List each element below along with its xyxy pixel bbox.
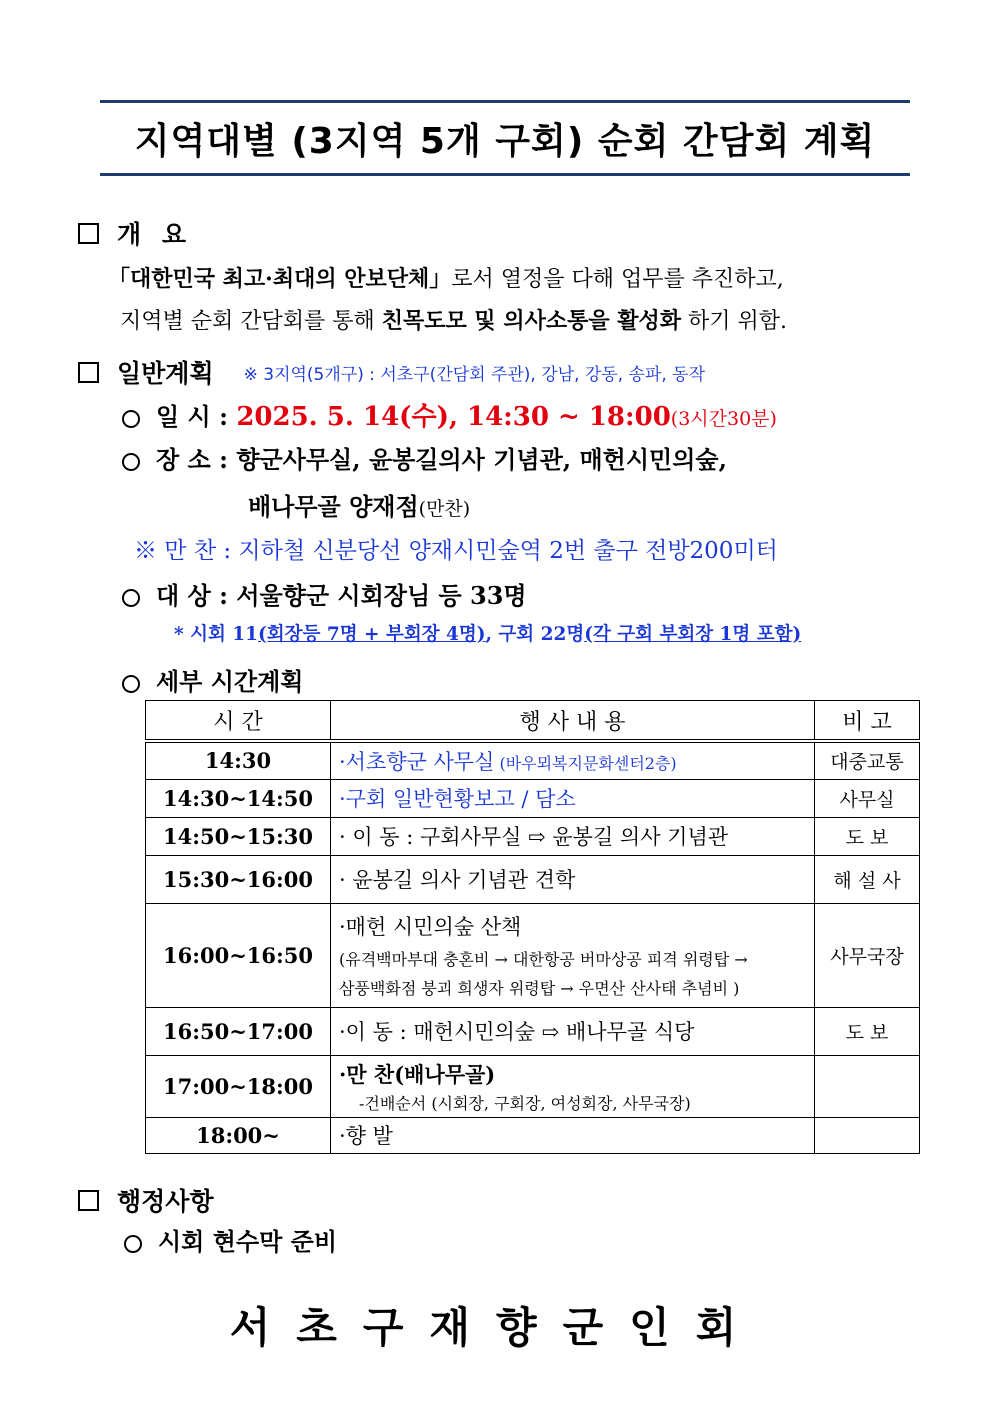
target-value: 서울향군 시회장님 등 33명 [236, 581, 527, 610]
table-row [146, 741, 920, 779]
row-note: 사무실 [815, 779, 920, 817]
place-line-2 [248, 487, 470, 522]
table-row [146, 1007, 920, 1055]
row-content: · 이 동 : 구회사무실 ⇨ 윤봉길 의사 기념관 [331, 817, 815, 855]
schedule-heading: 세부 시간계획 [156, 667, 304, 696]
overview-line-1 [108, 262, 784, 293]
row-content-main: ·매헌 시민의숲 산책 [339, 915, 522, 939]
table-row [146, 855, 920, 903]
circle-bullet-icon [122, 589, 140, 607]
row-note: 해 설 사 [815, 855, 920, 903]
row-content-main: ·서초향군 사무실 [339, 749, 495, 774]
row-content: · 윤봉길 의사 기념관 견학 [331, 855, 815, 903]
target-label: 대 상 : [156, 581, 228, 610]
row-time: 17:00~18:00 [146, 1055, 331, 1117]
admin-item-line [124, 1222, 337, 1257]
header-note: 비 고 [815, 701, 920, 742]
row-content: ·이 동 : 매헌시민의숲 ⇨ 배나무골 식당 [331, 1007, 815, 1055]
row-time: 14:30 [146, 741, 331, 779]
row-content-sub: (바우뫼복지문화센터2층) [494, 753, 677, 773]
footer-organization: 서초구재향군인회 [229, 1303, 763, 1352]
overview-line1-rest: 로서 열정을 다해 업무를 추진하고, [451, 267, 784, 292]
place-extra: (만찬) [418, 498, 471, 520]
row-time: 14:50~15:30 [146, 817, 331, 855]
header-content: 행 사 내 용 [331, 701, 815, 742]
overview-bracket: 「대한민국 최고·최대의 안보단체」 [108, 266, 452, 292]
target-line [122, 576, 527, 611]
row-note: 도 보 [815, 1007, 920, 1055]
row-note: 도 보 [815, 817, 920, 855]
table-row [146, 1055, 920, 1117]
circle-bullet-icon [124, 1235, 142, 1253]
datetime-extra: (3시간30분) [670, 408, 777, 430]
row-content [331, 741, 815, 779]
place-value-1: 향군사무실, 윤봉길의사 기념관, 매헌시민의숲, [236, 445, 727, 474]
table-row [146, 817, 920, 855]
admin-item: 시회 현수막 준비 [158, 1227, 337, 1256]
circle-bullet-icon [122, 453, 140, 471]
overview-heading: 개 요 [117, 220, 193, 249]
row-time: 18:00~ [146, 1117, 331, 1153]
row-content [331, 1055, 815, 1117]
datetime-label: 일 시 : [156, 402, 228, 431]
overview-line-2 [120, 304, 787, 335]
row-time: 15:30~16:00 [146, 855, 331, 903]
row-note: 사무국장 [815, 903, 920, 1007]
row-time: 16:00~16:50 [146, 903, 331, 1007]
row-content-sub-1: (유격백마부대 충혼비 → 대한항공 버마상공 피격 위령탑 → [339, 950, 748, 969]
circle-bullet-icon [122, 410, 140, 428]
table-header-row [146, 701, 920, 742]
datetime-line [122, 396, 777, 433]
datetime-value: 2025. 5. 14(수), 14:30 ~ 18:00 [236, 402, 671, 432]
plan-heading: 일반계획 [117, 359, 214, 388]
table-row [146, 903, 920, 1007]
row-content-sub-2: 삼풍백화점 붕괴 희생자 위령탑 → 우면산 산사태 추념비 ) [339, 979, 740, 998]
square-bullet-icon [78, 223, 99, 244]
table-row [146, 779, 920, 817]
row-time: 16:50~17:00 [146, 1007, 331, 1055]
square-bullet-icon [78, 362, 99, 383]
row-note [815, 1055, 920, 1117]
row-content [331, 903, 815, 1007]
title-box [100, 100, 910, 176]
dinner-note: ※ 만 찬 : 지하철 신분당선 양재시민숲역 2번 출구 전방200미터 [134, 538, 778, 564]
row-note [815, 1117, 920, 1153]
row-content: ·구회 일반현황보고 / 담소 [331, 779, 815, 817]
target-note-a: * 시회 11 [174, 624, 259, 645]
overview-line2-bold: 친목도모 및 의사소통을 활성화 [381, 308, 682, 334]
circle-bullet-icon [122, 675, 140, 693]
header-time: 시 간 [146, 701, 331, 742]
row-content: ·향 발 [331, 1117, 815, 1153]
plan-note: ※ 3지역(5개구) : 서초구(간담회 주관), 강남, 강동, 송파, 동작 [243, 364, 706, 385]
place-line [122, 440, 727, 475]
schedule-table [145, 700, 920, 1154]
table-row [146, 1117, 920, 1153]
row-content-sub: -건배순서 (시회장, 구회장, 여성회장, 사무국장) [359, 1093, 691, 1113]
target-note [174, 620, 801, 646]
admin-heading: 행정사항 [117, 1187, 214, 1216]
section-plan [78, 354, 705, 390]
square-bullet-icon [78, 1190, 99, 1211]
page-title: 지역대별 (3지역 5개 구회) 순회 간담회 계획 [134, 120, 876, 162]
schedule-heading-line [122, 662, 303, 697]
overview-line2-a: 지역별 순회 간담회를 통해 [120, 309, 382, 334]
section-overview [78, 215, 192, 251]
section-admin [78, 1182, 214, 1218]
place-label: 장 소 : [156, 445, 228, 474]
row-content-main: ·만 찬(배나무골) [339, 1061, 496, 1087]
row-note: 대중교통 [815, 741, 920, 779]
overview-line2-b: 하기 위함. [681, 309, 788, 334]
target-note-d: (각 구회 부회장 1명 포함) [584, 624, 802, 645]
place-value-2: 배나무골 양재점 [248, 492, 419, 521]
row-time: 14:30~14:50 [146, 779, 331, 817]
target-note-c: , 구회 22명 [485, 624, 585, 645]
target-note-b: (회장등 7명 + 부회장 4명) [258, 624, 486, 645]
